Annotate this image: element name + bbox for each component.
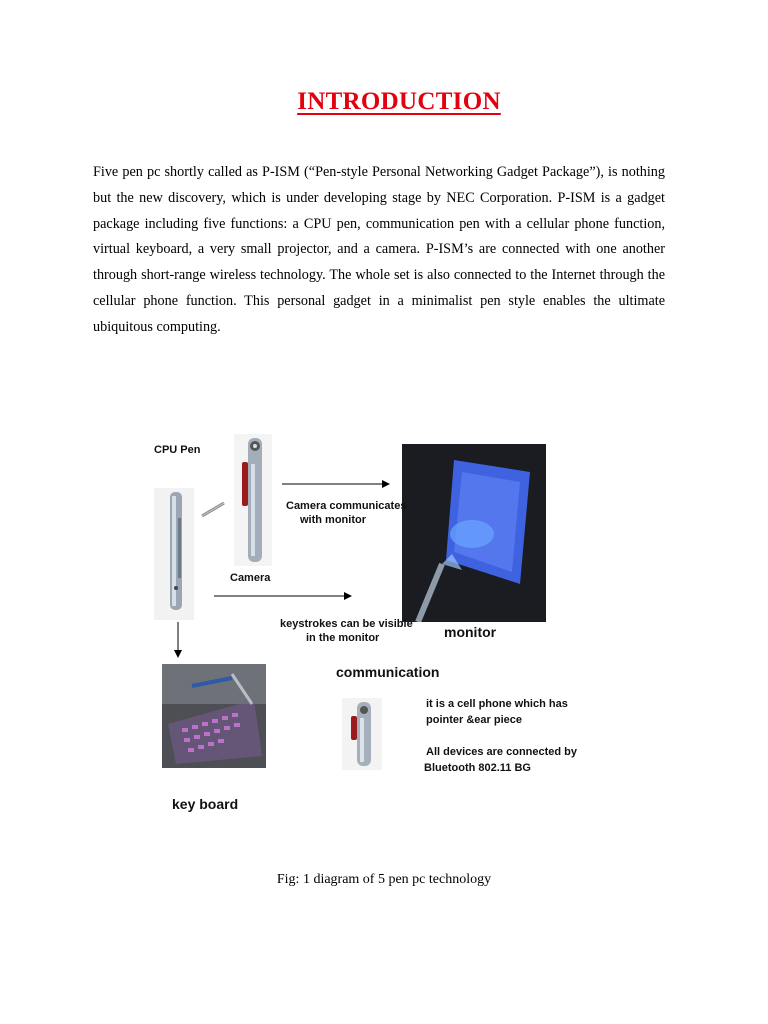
arrow-to-keyboard <box>172 622 184 660</box>
figure-caption: Fig: 1 diagram of 5 pen pc technology <box>276 872 492 887</box>
camera-communicates-label: Camera communicates <box>286 500 407 512</box>
keyboard-label: key board <box>172 796 239 812</box>
page-title: INTRODUCTION <box>297 88 501 115</box>
p-ism-diagram <box>140 428 580 828</box>
intro-paragraph: Five pen pc shortly called as P-ISM (“Pen-style Personal Networking Gadget Package”), is nothing but the new discovery, which is under developing stage by NEC Corporation. P-ISM is a gadget package including five functions: a CPU pen, communication pen with a cellular phone function, virtual keyboard, a very small projector, and a camera. P-ISM’s are connected with one another through short-range wireless technology. The whole set is also connected to the Internet through the cellular phone function. This personal gadget in a minimalist pen style enables the ultimate ubiquitous computing. <box>93 164 665 335</box>
with-monitor-label: with monitor <box>300 514 366 526</box>
camera-pen-image <box>234 434 272 566</box>
bluetooth-label: Bluetooth 802.11 BG <box>424 762 531 774</box>
keystrokes-label: keystrokes can be visible <box>280 618 413 630</box>
communication-pen-image <box>342 698 382 770</box>
monitor-label: monitor <box>444 624 497 640</box>
monitor-projection-image <box>402 444 546 622</box>
arrow-to-monitor <box>282 478 392 490</box>
communication-label: communication <box>336 664 440 680</box>
camera-label: Camera <box>230 572 271 584</box>
cpu-pen-image <box>154 488 194 620</box>
pointer-ear-piece-label: pointer &ear piece <box>426 714 522 726</box>
pen-sketch-icon <box>200 500 226 518</box>
devices-connected-label: All devices are connected by <box>426 746 578 758</box>
in-the-monitor-label: in the monitor <box>306 632 380 644</box>
virtual-keyboard-image <box>162 664 266 768</box>
cpu-pen-label: CPU Pen <box>154 444 201 456</box>
cell-phone-label: it is a cell phone which has <box>426 698 568 710</box>
arrow-keystrokes <box>214 590 354 602</box>
